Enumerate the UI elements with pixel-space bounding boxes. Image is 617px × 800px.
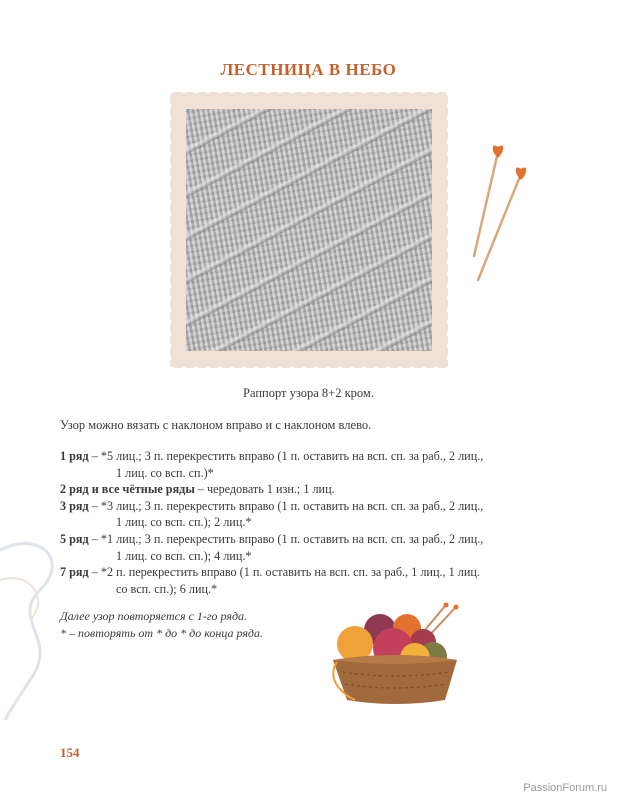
row-item <box>60 498 530 531</box>
row-label: 3 ряд <box>60 498 89 513</box>
row-text-continued: 1 лиц. со всп. сп.)* <box>116 465 214 480</box>
row-item <box>60 448 530 481</box>
row-text: – *2 п. перекрестить вправо (1 п. оставить на всп. сп. за раб., 1 лиц., 1 лиц. <box>88 565 480 580</box>
row-item <box>60 564 530 597</box>
pattern-notes <box>60 608 263 641</box>
yarn-basket-icon <box>325 600 465 710</box>
row-item <box>60 531 530 564</box>
pattern-caption: Раппорт узора 8+2 кром. <box>243 386 374 400</box>
row-text: – чередовать 1 изн.; 1 лиц. <box>194 482 335 497</box>
page-title: ЛЕСТНИЦА В НЕБО <box>220 60 397 79</box>
intro-text: Узор можно вязать с наклоном вправо и с наклоном влево. <box>60 418 372 432</box>
note-repeat: Далее узор повторяется с 1-го ряда. <box>60 609 248 623</box>
row-text-continued: со всп. сп.); 6 лиц.* <box>116 581 218 596</box>
row-label: 7 ряд <box>60 565 89 580</box>
row-text: – *1 лиц.; 3 п. перекрестить вправо (1 п. оставить на всп. сп. за раб., 2 лиц., <box>88 531 484 546</box>
row-label: 2 ряд и все чётные ряды <box>60 482 195 497</box>
row-label: 1 ряд <box>60 449 89 463</box>
row-item <box>60 481 530 498</box>
knit-sample-photo <box>186 109 432 351</box>
knitting-needles-icon <box>468 138 538 288</box>
row-text-continued: 1 лиц. со всп. сп.); 2 лиц.* <box>116 515 252 530</box>
row-label: 5 ряд <box>60 531 89 546</box>
row-text: – *5 лиц.; 3 п. перекрестить вправо (1 п. оставить на всп. сп. за раб., 2 лиц., <box>88 449 484 463</box>
page-number: 154 <box>60 745 80 760</box>
note-asterisk: * – повторять от * до * до конца ряда. <box>60 625 263 640</box>
photo-frame <box>170 92 448 368</box>
row-text: – *3 лиц.; 3 п. перекрестить вправо (1 п. оставить на всп. сп. за раб., 2 лиц., <box>88 498 484 513</box>
row-text-continued: 1 лиц. со всп. сп.); 4 лиц.* <box>116 548 252 563</box>
watermark: PassionForum.ru <box>523 782 607 794</box>
row-instructions <box>60 448 530 597</box>
